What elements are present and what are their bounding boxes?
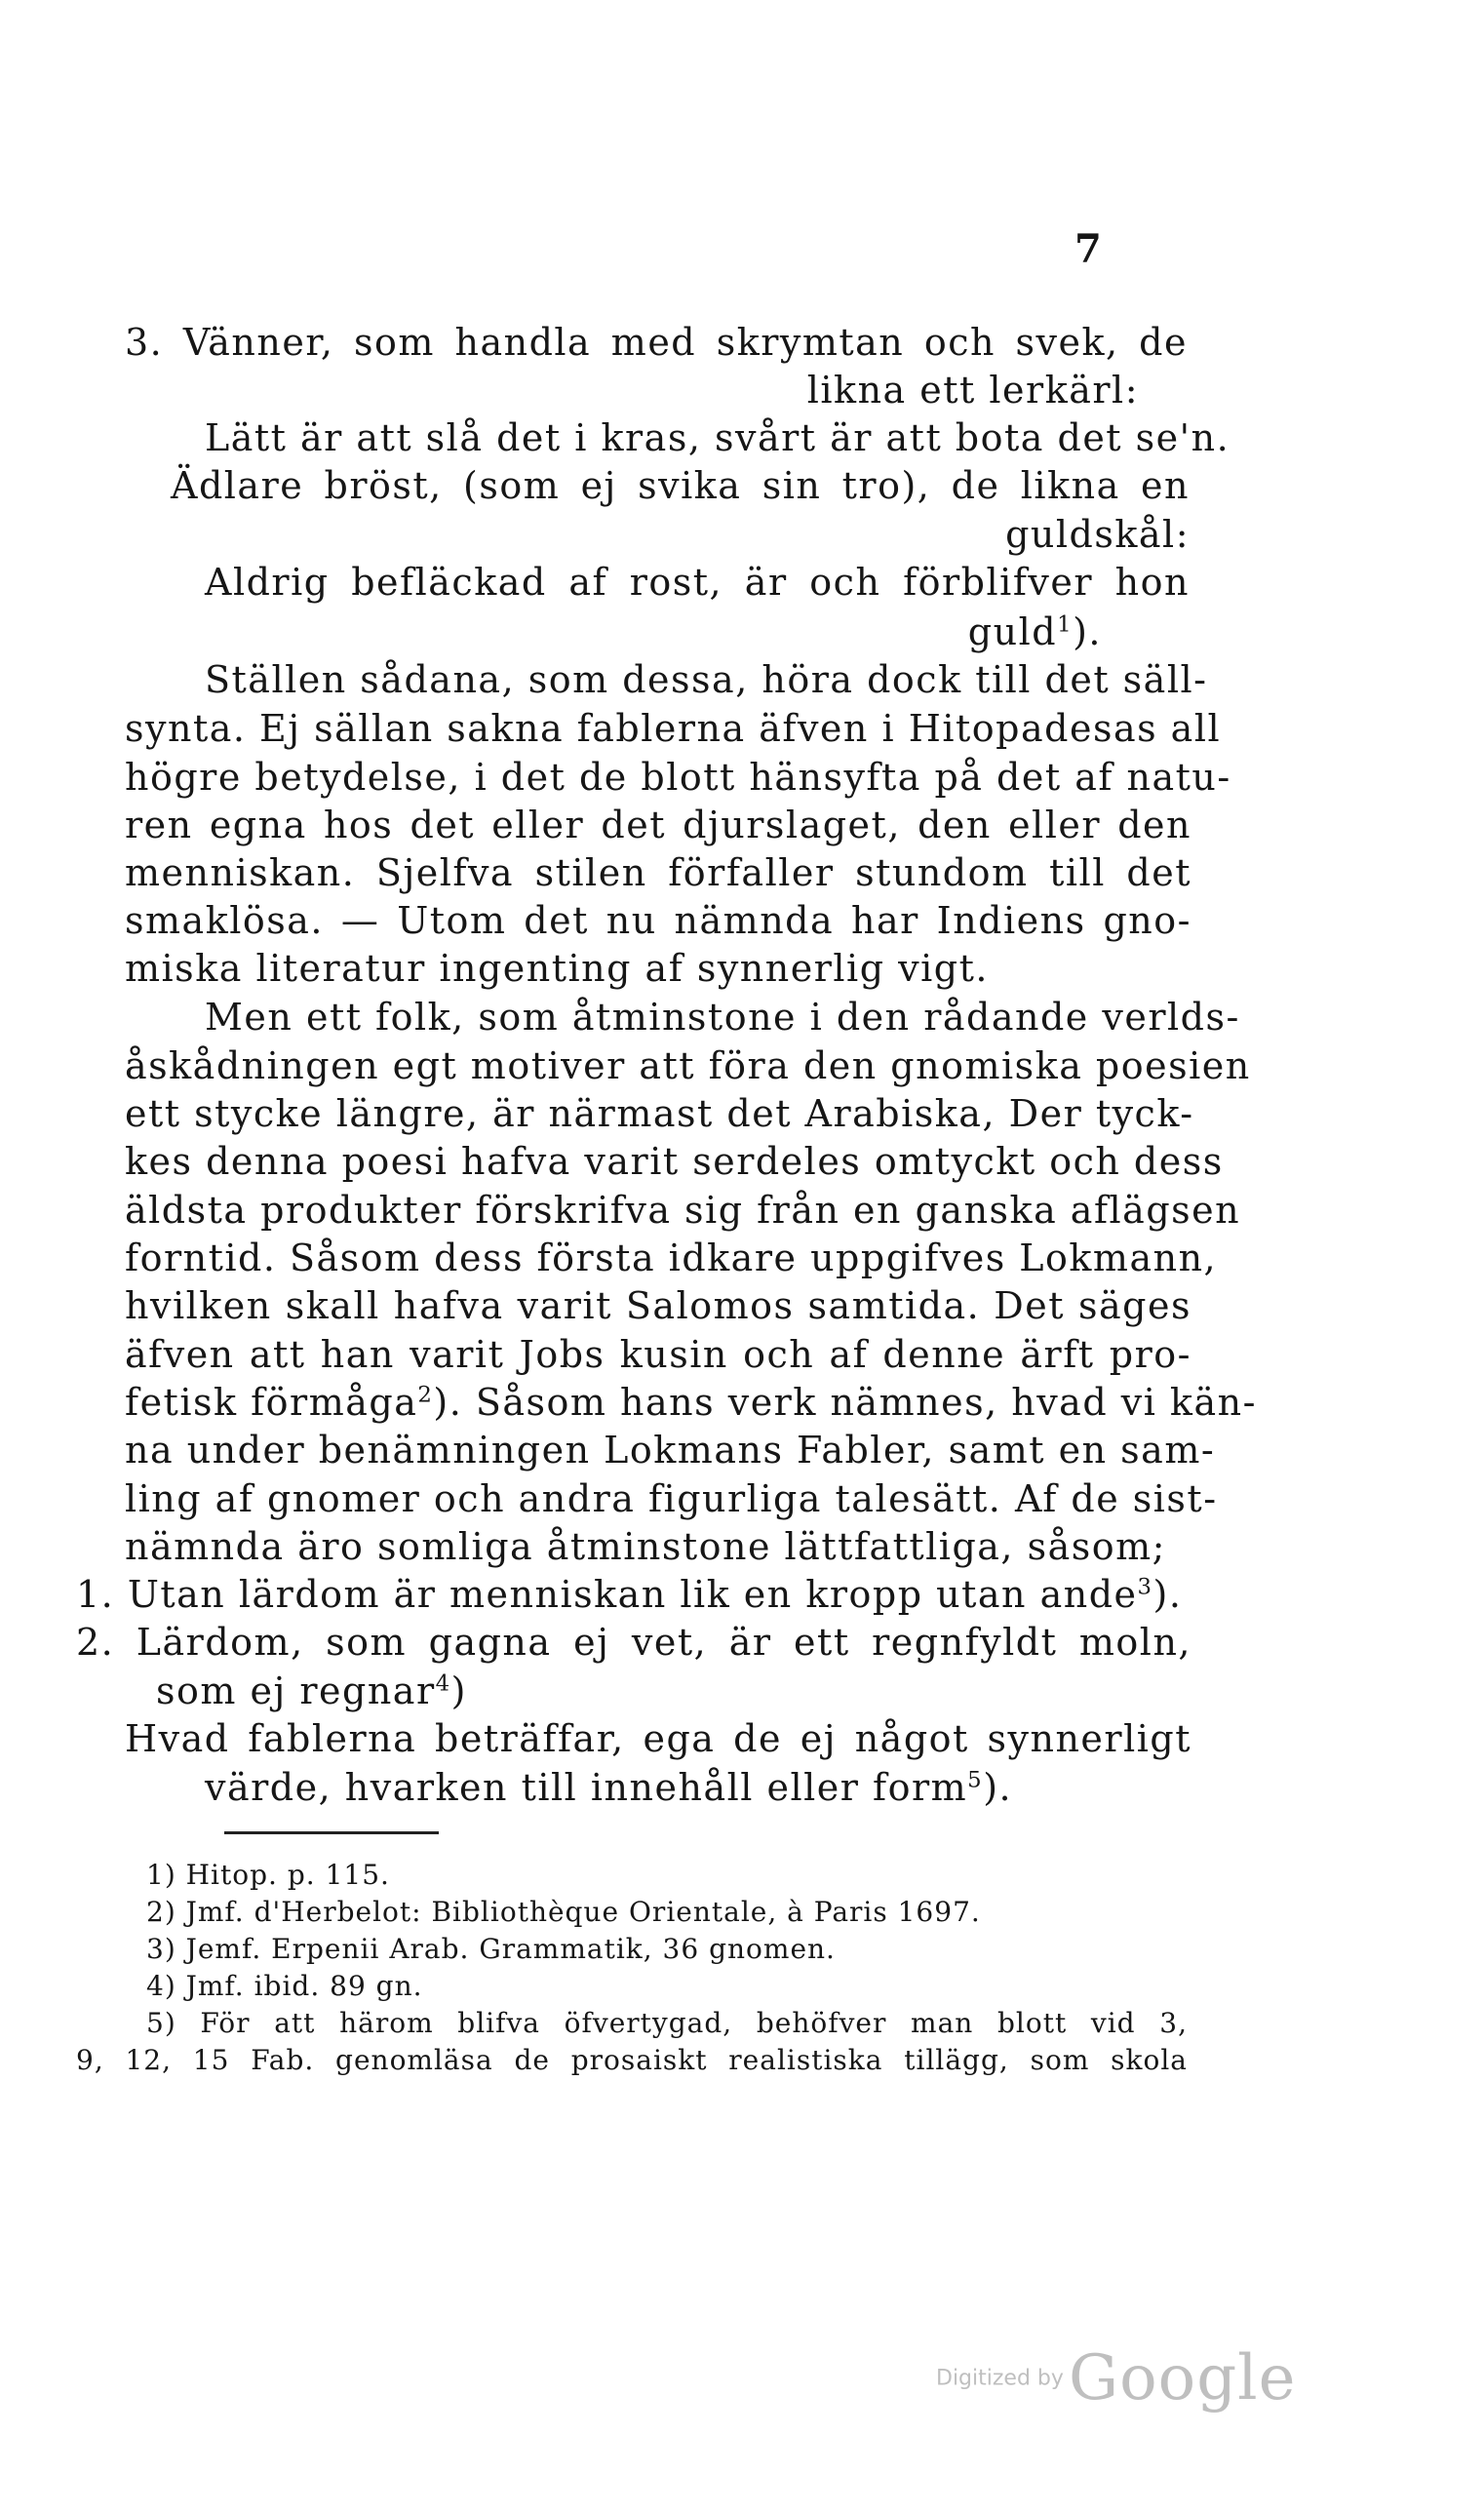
text-line: äfven att han varit Jobs kusin och af denne ärft pro- [125,1333,1191,1376]
text-line: na under benämningen Lokmans Fabler, samt en sam- [125,1429,1216,1472]
watermark-label: Digitized by [936,2366,1064,2391]
text-line: värde, hvarken till innehåll eller form$^5$). [205,1766,1013,1809]
text-line: Lätt är att slå det i kras, svårt är att bota det se'n. [205,416,1230,459]
text-line: likna ett lerkärl: [806,369,1139,412]
text-line: 1. Utan lärdom är menniskan lik en kropp utan ande$^3$). [76,1573,1183,1616]
text-line: menniskan. Sjelfva stilen förfaller stundom till det [125,851,1191,894]
text-line: Ädlare bröst, (som ej svika sin tro), de likna en [171,464,1190,507]
text-line: miska literatur ingenting af synnerlig vigt. [125,947,989,990]
footnote-rule [224,1831,439,1834]
text-line: ren egna hos det eller det djurslaget, den eller den [125,804,1191,846]
text-line: högre betydelse, i det de blott hänsyfta på det af natu- [125,756,1231,799]
page-number: 7 [1074,226,1102,272]
text-line: Ställen sådana, som dessa, höra dock till det säll- [205,658,1208,701]
footnote: 2) Jmf. d'Herbelot: Bibliothèque Orientale, à Paris 1697. [146,1896,981,1928]
text-line: ett stycke längre, är närmast det Arabiska, Der tyck- [125,1092,1194,1135]
text-line: 3. Vänner, som handla med skrymtan och svek, de [125,321,1188,364]
footnote: 4) Jmf. ibid. 89 gn. [146,1970,423,2002]
text-line: Men ett folk, som åtminstone i den rådande verlds- [205,996,1240,1039]
footnote: 5) För att härom blifva öfvertygad, behöfver man blott vid 3, [146,2007,1188,2039]
footnote: 3) Jemf. Erpenii Arab. Grammatik, 36 gnomen. [146,1933,836,1965]
text-line: kes denna poesi hafva varit serdeles omtyckt och dess [125,1140,1224,1183]
text-line: åskådningen egt motiver att föra den gnomiska poesien [125,1044,1251,1087]
digitized-watermark [936,2342,1297,2415]
text-line: nämnda äro somliga åtminstone lättfattliga, såsom; [125,1525,1166,1568]
footnote: 9, 12, 15 Fab. genomläsa de prosaiskt realistiska tillägg, som skola [76,2044,1188,2076]
text-line: äldsta produkter förskrifva sig från en ganska aflägsen [125,1189,1241,1232]
text-line: fetisk förmåga$^2$). Såsom hans verk nämnes, hvad vi kän- [125,1381,1257,1424]
text-line: Aldrig befläckad af rost, är och förblifver hon [205,561,1190,604]
text-line: guldskål: [1005,513,1190,556]
text-line: synta. Ej sällan sakna fablerna äfven i Hitopadesas all [125,707,1222,750]
footnote: 1) Hitop. p. 115. [146,1859,390,1891]
text-line: hvilken skall hafva varit Salomos samtida. Det säges [125,1284,1191,1327]
text-line: smaklösa. — Utom det nu nämnda har Indiens gno- [125,899,1191,942]
text-line: 2. Lärdom, som gagna ej vet, är ett regnfyldt moln, [76,1621,1191,1664]
text-line: forntid. Såsom dess första idkare uppgifves Lokmann, [125,1237,1218,1279]
text-line: Hvad fablerna beträffar, ega de ej något synnerligt [125,1717,1191,1760]
text-line: guld$^1$). [967,610,1102,653]
text-line: som ej regnar$^4$) [156,1669,467,1712]
google-logo: Google [1069,2342,1297,2415]
text-line: ling af gnomer och andra figurliga talesätt. Af de sist- [125,1477,1218,1520]
